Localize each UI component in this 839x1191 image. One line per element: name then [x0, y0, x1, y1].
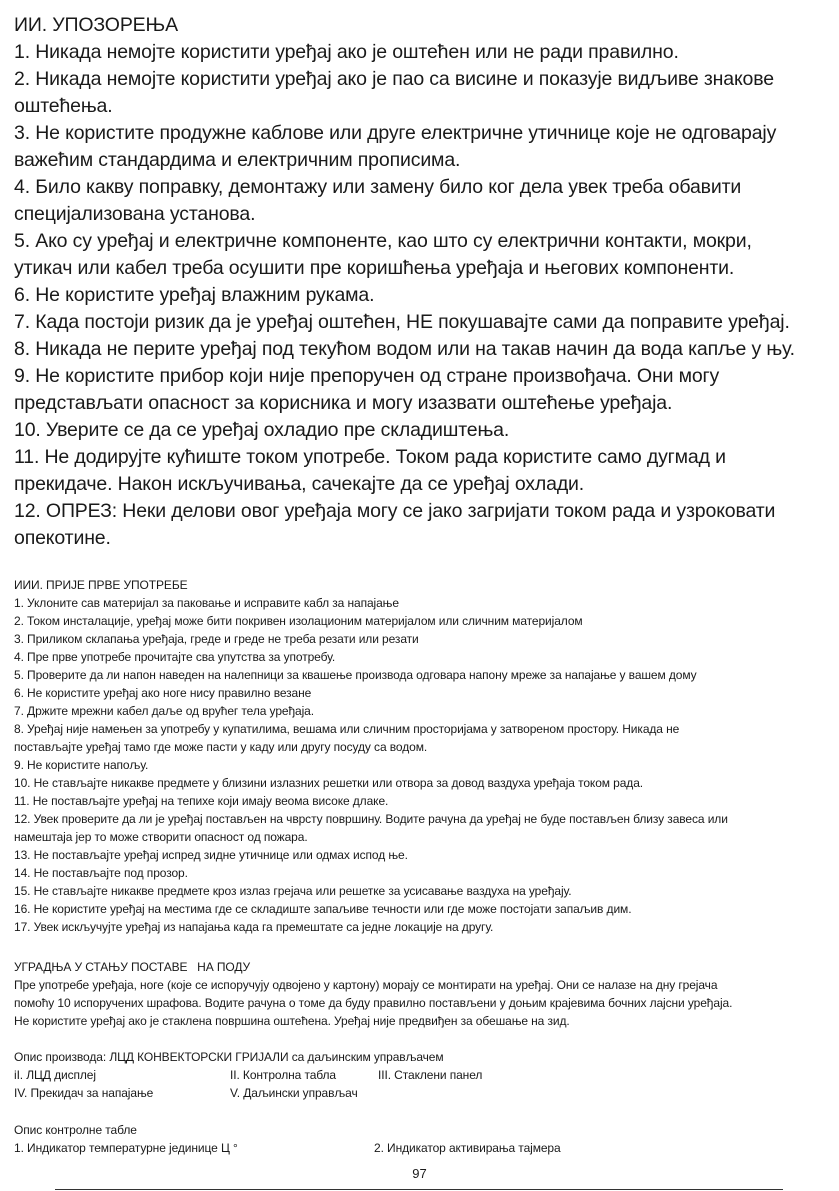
warning-line: 1. Никада немојте користити уређај ако је оштећен или не ради правилно.: [14, 41, 679, 63]
precaution-line: 4. Пре прве употребе прочитајте сва упутства за употребу.: [14, 650, 336, 664]
precaution-line: 8. Уређај није намењен за употребу у купатилима, вешама или сличним просторијама у затвореном простору. Никада не: [14, 722, 680, 736]
product-part: II. Контролна табла: [230, 1068, 336, 1082]
precaution-line: 14. Не постављајте под прозор.: [14, 866, 188, 880]
product-part: iI. ЛЦД дисплеј: [14, 1068, 96, 1082]
warning-line: 10. Уверите се да се уређај охладио пре складиштења.: [14, 419, 510, 441]
warning-line: оштећења.: [14, 95, 113, 117]
warning-line: утикач или кабел треба осушити пре коришћења уређаја и његових компоненти.: [14, 257, 735, 279]
footer-divider: [55, 1189, 783, 1190]
warning-line: 8. Никада не перите уређај под текућом водом или на такав начин да вода капље у њу.: [14, 338, 795, 360]
warnings-title: ИИ. УПОЗОРЕЊА: [14, 14, 178, 36]
warning-line: специјализована установа.: [14, 203, 256, 225]
precaution-line: 15. Не стављајте никакве предмете кроз излаз грејача или решетке за усисавање ваздуха на уређају.: [14, 884, 572, 898]
precaution-line: 6. Не користите уређај ако ноге нису правилно везане: [14, 686, 312, 700]
warning-line: представљати опасност за корисника и могу изазвати оштећење уређаја.: [14, 392, 673, 414]
precaution-line: 17. Увек искључујте уређај из напајања када га премештате са једне локације на другу.: [14, 920, 494, 934]
panel-title: Опис контролне табле: [14, 1123, 137, 1137]
warning-line: 3. Не користите продужне каблове или друге електричне утичнице које не одговарају: [14, 122, 777, 144]
precaution-line: 3. Приликом склапања уређаја, греде и греде не треба резати или резати: [14, 632, 419, 646]
precaution-line: 13. Не постављајте уређај испред зидне утичнице или одмах испод ње.: [14, 848, 408, 862]
warning-line: 12. ОПРЕЗ: Неки делови овог уређаја могу се јако загријати током рада и узроковати: [14, 500, 776, 522]
precaution-line: 5. Проверите да ли напон наведен на налепници за квашење производа одговара напону мреже за напајање у вашем дому: [14, 668, 697, 682]
install-line: Не користите уређај ако је стаклена површина оштећена. Уређај није предвиђен за обешање на зид.: [14, 1014, 570, 1028]
precaution-line: 11. Не постављајте уређај на тепихе који имају веома високе длаке.: [14, 794, 389, 808]
product-section: [14, 1048, 829, 1102]
panel-row: [14, 1139, 829, 1157]
panel-section: [14, 1121, 829, 1157]
install-title: УГРАДЊА У СТАЊУ ПОСТАВЕ НА ПОДУ: [14, 960, 251, 974]
product-row: [14, 1066, 829, 1084]
warnings-section: [14, 12, 829, 552]
warning-line: 11. Не додирујте кућиште током употребе. Током рада користите само дугмад и: [14, 446, 726, 468]
install-line: помоћу 10 испоручених шрафова. Водите рачуна о томе да буду правилно постављени у доњим крајевима бочних лајсни уређаја.: [14, 996, 733, 1010]
precautions-title: ИИИ. ПРИЈЕ ПРВЕ УПОТРЕБЕ: [14, 578, 188, 592]
precaution-line: 12. Увек проверите да ли је уређај постављен на чврсту површину. Водите рачуна да уређај не буде постављен близу завеса или: [14, 812, 728, 826]
warning-line: 9. Не користите прибор који није препоручен од стране произвођача. Они могу: [14, 365, 720, 387]
warning-line: опекотине.: [14, 527, 111, 549]
precaution-line: 9. Не користите напољу.: [14, 758, 149, 772]
warning-line: прекидаче. Након искључивања, сачекајте да се уређај охлади.: [14, 473, 585, 495]
panel-indicator: 1. Индикатор температурне јединице Ц °: [14, 1141, 238, 1155]
precautions-section: [14, 576, 829, 936]
precaution-line: постављајте уређај тамо где може пасти у каду или другу посуду са водом.: [14, 740, 428, 754]
precaution-line: 1. Уклоните сав материјал за паковање и исправите кабл за напајање: [14, 596, 399, 610]
install-line: Пре употребе уређаја, ноге (које се испоручују одвојено у картону) морају се монтирати на уређај. Они се налазе на дну грејача: [14, 978, 718, 992]
page-number: 97: [412, 1166, 427, 1181]
product-part: IV. Прекидач за напајање: [14, 1086, 154, 1100]
product-part: III. Стаклени панел: [378, 1068, 483, 1082]
product-title: Опис производа: ЛЦД КОНВЕКТОРСКИ ГРИЈАЛИ са даљинским управљачем: [14, 1050, 444, 1064]
install-section: [14, 958, 829, 1030]
precaution-line: 7. Држите мрежни кабел даље од врућег тела уређаја.: [14, 704, 314, 718]
precaution-line: 2. Током инсталације, уређај може бити покривен изолационим материјалом или сличним материјалом: [14, 614, 583, 628]
warning-line: важећим стандардима и електричним прописима.: [14, 149, 461, 171]
warning-line: 4. Било какву поправку, демонтажу или замену било ког дела увек треба обавити: [14, 176, 742, 198]
precaution-line: 16. Не користите уређај на местима где се складиште запаљиве течности или где може постојати запаљив дим.: [14, 902, 632, 916]
warning-line: 2. Никада немојте користити уређај ако је пао са висине и показује видљиве знакове: [14, 68, 774, 90]
product-row: [14, 1084, 829, 1102]
precaution-line: 10. Не стављајте никакве предмете у близини излазних решетки или отвора за довод ваздуха уређаја током рада.: [14, 776, 644, 790]
warning-line: 6. Не користите уређај влажним рукама.: [14, 284, 375, 306]
warning-line: 5. Ако су уређај и електричне компоненте, као што су електрични контакти, мокри,: [14, 230, 752, 252]
precaution-line: намештаја јер то може створити опасност од пожара.: [14, 830, 308, 844]
product-part: V. Даљински управљач: [230, 1086, 358, 1100]
panel-indicator: 2. Индикатор активирања тајмера: [374, 1141, 561, 1155]
warning-line: 7. Када постоји ризик да је уређај оштећен, НЕ покушавајте сами да поправите уређај.: [14, 311, 790, 333]
